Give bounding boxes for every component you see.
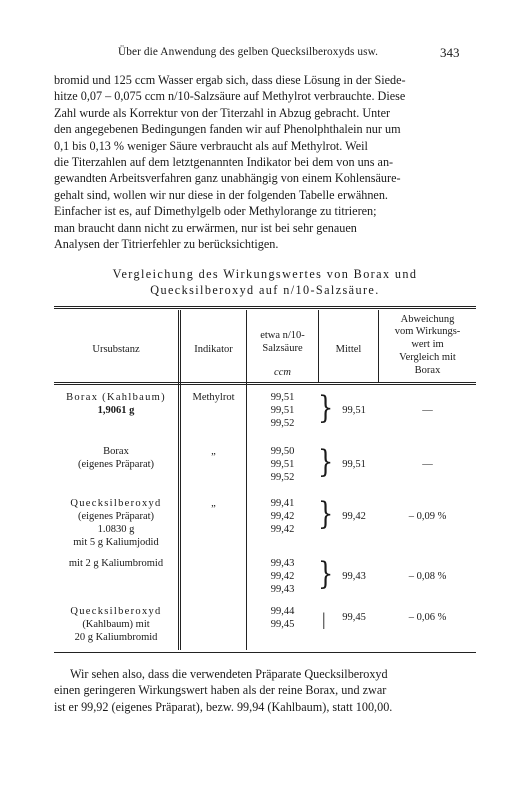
page-number: 343: [440, 45, 460, 60]
row-mean: 99,45: [342, 612, 366, 623]
paragraph-conclusion: [54, 666, 476, 715]
row-deviation: – 0,09 %: [408, 511, 447, 522]
row-substance-line: 1.0830 g: [97, 524, 135, 535]
row-value: 99,45: [270, 619, 295, 630]
row-mean: 99,42: [342, 511, 366, 522]
table-header-rule-double: [54, 384, 476, 385]
row-indicator: „: [211, 498, 216, 509]
row-deviation: – 0,08 %: [408, 571, 447, 582]
column-divider: [180, 310, 181, 650]
header-indicator: Indikator: [194, 344, 233, 355]
row-substance-line: (eigenes Präparat): [77, 459, 155, 470]
row-substance-line: Quecksilberoxyd: [70, 606, 162, 617]
text-line: Wir sehen also, dass die verwendeten Präparate Quecksilberoxyd: [70, 667, 388, 681]
column-divider: [178, 310, 179, 650]
row-value: 99,50: [270, 446, 295, 457]
row-mean: 99,43: [342, 571, 366, 582]
text-line: die Titerzahlen auf dem letztgenannten Indikator bei dem von uns an-: [54, 155, 394, 170]
row-value: 99,43: [270, 558, 295, 569]
paragraph-intro: [54, 72, 476, 252]
row-value: 99,51: [270, 459, 295, 470]
row-indicator: „: [211, 446, 216, 457]
header-acid-line-1: etwa n/10-: [260, 330, 305, 341]
header-acid-unit: ccm: [274, 367, 291, 378]
text-line: bromid und 125 ccm Wasser ergab sich, dass diese Lösung in der Siede-: [54, 73, 406, 87]
header-deviation-line-2: vom Wirkungs-: [394, 326, 461, 337]
bar-icon: |: [322, 609, 326, 629]
text-line: 0,1 bis 0,13 % weniger Säure verbraucht als auf Methylrot. Weil: [54, 138, 368, 153]
row-deviation: —: [422, 459, 433, 470]
row-value: 99,42: [270, 571, 295, 582]
row-substance-line: (eigenes Präparat): [77, 511, 155, 522]
table-caption: [54, 266, 476, 298]
text-line: einen geringeren Wirkungswert haben als der reine Borax, und zwar: [54, 683, 387, 698]
row-value: 99,42: [270, 511, 295, 522]
row-value: 99,51: [270, 405, 295, 416]
comparison-table: [54, 306, 476, 658]
text-line: gewandten Arbeitsverfahren ganz unabhängig von einem Kohlensäure-: [54, 171, 401, 186]
table-caption-line-1: Vergleichung des Wirkungswertes von Borax und: [112, 267, 418, 281]
row-substance-line: 1,9061 g: [97, 405, 135, 416]
row-deviation: – 0,06 %: [408, 612, 447, 623]
text-line: Einfacher ist es, auf Dimethylgelb oder Methylorange zu titrieren;: [54, 204, 377, 219]
brace-icon: }: [318, 443, 334, 480]
row-value: 99,51: [270, 392, 295, 403]
header-mean: Mittel: [335, 344, 362, 355]
text-line: Zahl wurde als Korrektur von der Titerzahl in Abzug gebracht. Unter: [54, 105, 391, 120]
header-substance: Ursubstanz: [92, 344, 140, 355]
text-line: man braucht dann nicht zu erwärmen, nur ist bei sehr genauen: [54, 220, 357, 235]
text-line: den angegebenen Bedingungen fanden wir auf Phenolphthalein nur um: [54, 122, 401, 137]
row-mean: 99,51: [342, 459, 366, 470]
header-deviation-line-4: Vergleich mit: [399, 352, 456, 363]
row-substance-line: (Kahlbaum) mit: [82, 619, 150, 630]
row-value: 99,43: [270, 584, 295, 595]
table-top-rule-double: [54, 308, 476, 309]
row-substance-line: mit 5 g Kaliumjodid: [73, 537, 159, 548]
row-value: 99,44: [270, 606, 295, 617]
row-value: 99,52: [270, 418, 295, 429]
row-value: 99,52: [270, 472, 295, 483]
header-deviation-line-5: Borax: [414, 365, 441, 376]
text-line: ist er 99,92 (eigenes Präparat), bezw. 99,94 (Kahlbaum), statt 100,00.: [54, 699, 393, 714]
table-top-rule: [54, 306, 476, 307]
row-indicator: Methylrot: [192, 392, 235, 403]
table-caption-line-2: Quecksilberoxyd auf n/10-Salzsäure.: [150, 283, 380, 297]
row-substance-line: 20 g Kaliumbromid: [74, 632, 158, 643]
brace-icon: }: [318, 555, 334, 592]
header-deviation-line-1: Abweichung: [400, 314, 455, 325]
header-acid-line-2: Salzsäure: [262, 343, 303, 354]
row-mean: 99,51: [342, 405, 366, 416]
row-substance-line: Borax: [103, 446, 129, 457]
row-deviation: —: [422, 405, 433, 416]
text-line: Analysen der Titrierfehler zu berücksichtigen.: [54, 237, 279, 252]
row-substance-line: Borax (Kahlbaum): [66, 392, 166, 403]
header-deviation-line-3: wert im: [411, 339, 444, 350]
table-header-rule: [54, 382, 476, 383]
row-value: 99,42: [270, 524, 295, 535]
brace-icon: }: [318, 495, 334, 532]
row-substance-line: Quecksilberoxyd: [70, 498, 162, 509]
text-line: gehalt sind, wollen wir nur diese in der folgenden Tabelle erwähnen.: [54, 187, 388, 202]
table-bottom-rule: [54, 652, 476, 653]
brace-icon: }: [318, 389, 334, 426]
text-line: hitze 0,07 – 0,075 ccm n/10-Salzsäure auf Methylrot verbrauchte. Diese: [54, 89, 406, 104]
running-header-title: Über die Anwendung des gelben Quecksilberoxyds usw.: [118, 46, 379, 58]
row-value: 99,41: [270, 498, 295, 509]
row-substance-line: mit 2 g Kaliumbromid: [68, 558, 164, 569]
